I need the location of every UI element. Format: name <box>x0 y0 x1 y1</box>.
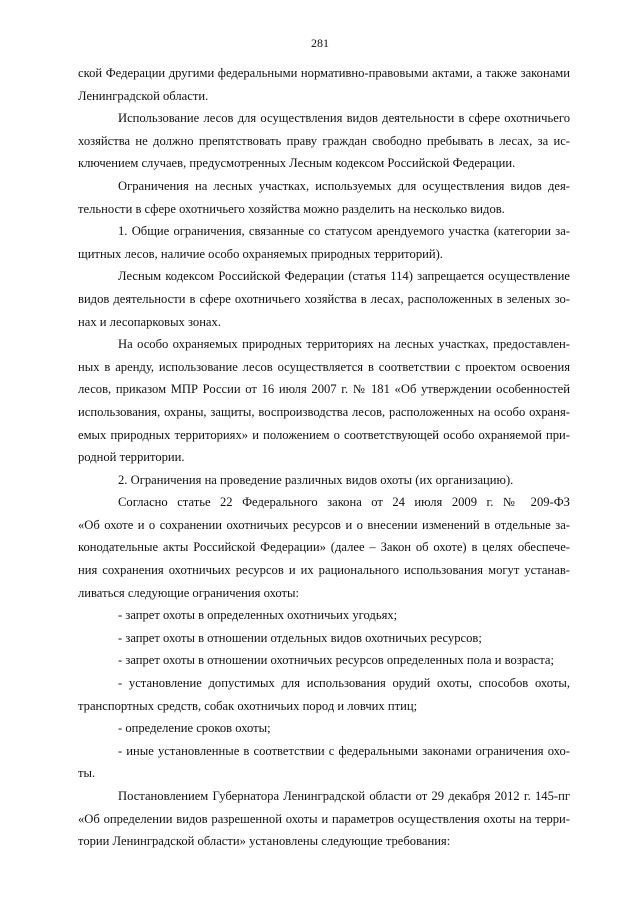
text-line: видов деятельности в сфере охотничьего хозяйства в лесах, расположенных в зеленых зо- <box>78 291 570 306</box>
text-line: транспортных средств, собак охотничьих пород и ловчих птиц; <box>78 698 418 713</box>
text-line: 2. Ограничения на проведение различных видов охоты (их организацию). <box>118 472 514 487</box>
text-line: 1. Общие ограничения, связанные со статусом арендуемого участка (категории за- <box>118 224 570 239</box>
text-line: - определение сроков охоты; <box>118 721 271 736</box>
text-line: «Об определении видов разрешенной охоты и параметров осуществления охоты на терри- <box>78 811 570 826</box>
text-line: - запрет охоты в определенных охотничьих угодьях; <box>118 608 398 623</box>
text-line: тории Ленинградской области» установлены следующие требования: <box>78 834 451 849</box>
text-line: тельности в сфере охотничьего хозяйства можно разделить на несколько видов. <box>78 201 505 216</box>
text-line: - иные установленные в соответствии с федеральными законами ограничения охо- <box>118 743 570 758</box>
page-number: 281 <box>311 36 329 50</box>
text-line: конодательные акты Российской Федерации» (далее – Закон об охоте) в целях обеспече- <box>78 540 570 555</box>
text-line: лесов, приказом МПР России от 16 июля 2007 г. № 181 «Об утверждении особенностей <box>78 382 570 397</box>
text-line: Согласно статье 22 Федерального закона от 24 июля 2009 г. № 209-ФЗ <box>118 495 570 510</box>
body-text <box>78 62 570 853</box>
text-line: щитных лесов, наличие особо охраняемых природных территорий). <box>78 246 443 261</box>
text-line: «Об охоте и о сохранении охотничьих ресурсов и о внесении изменений в отдельные за- <box>78 517 570 532</box>
text-line: родной территории. <box>78 450 185 465</box>
text-line: ской Федерации другими федеральными нормативно-правовыми актами, а также законами <box>78 66 570 80</box>
text-line: - запрет охоты в отношении охотничьих ресурсов определенных пола и возраста; <box>118 653 555 668</box>
text-line: ных в аренду, использование лесов осуществляется в соответствии с проектом освоения <box>78 359 570 374</box>
text-line: емых природных территориях» и положением о соответствующей особо охраняемой при- <box>78 427 570 442</box>
text-line: Постановлением Губернатора Ленинградской области от 29 декабря 2012 г. 145-пг <box>118 789 570 803</box>
text-line: - запрет охоты в отношении отдельных видов охотничьих ресурсов; <box>118 630 482 645</box>
text-line: - установление допустимых для использования орудий охоты, способов охоты, <box>118 676 570 691</box>
text-line: нах и лесопарковых зонах. <box>78 314 221 329</box>
text-line: На особо охраняемых природных территориях на лесных участках, предоставлен- <box>118 337 570 352</box>
text-line: Ленинградской области. <box>78 88 209 103</box>
text-line: ты. <box>78 766 96 781</box>
text-line: ния сохранения охотничьих ресурсов и их рационального использования могут устанав- <box>78 563 570 578</box>
text-line: хозяйства не должно препятствовать праву граждан свободно пребывать в лесах, за ис- <box>78 133 570 148</box>
text-line: ключением случаев, предусмотренных Лесным кодексом Российской Федерации. <box>78 156 516 171</box>
text-line: ливаться следующие ограничения охоты: <box>78 585 299 600</box>
text-line: использования, охраны, защиты, воспроизводства лесов, расположенных на особо охраня- <box>78 404 570 419</box>
text-line: Использование лесов для осуществления видов деятельности в сфере охотничьего <box>118 111 570 126</box>
text-line: Ограничения на лесных участках, используемых для осуществления видов дея- <box>118 178 570 193</box>
text-line: Лесным кодексом Российской Федерации (статья 114) запрещается осуществление <box>118 269 570 284</box>
